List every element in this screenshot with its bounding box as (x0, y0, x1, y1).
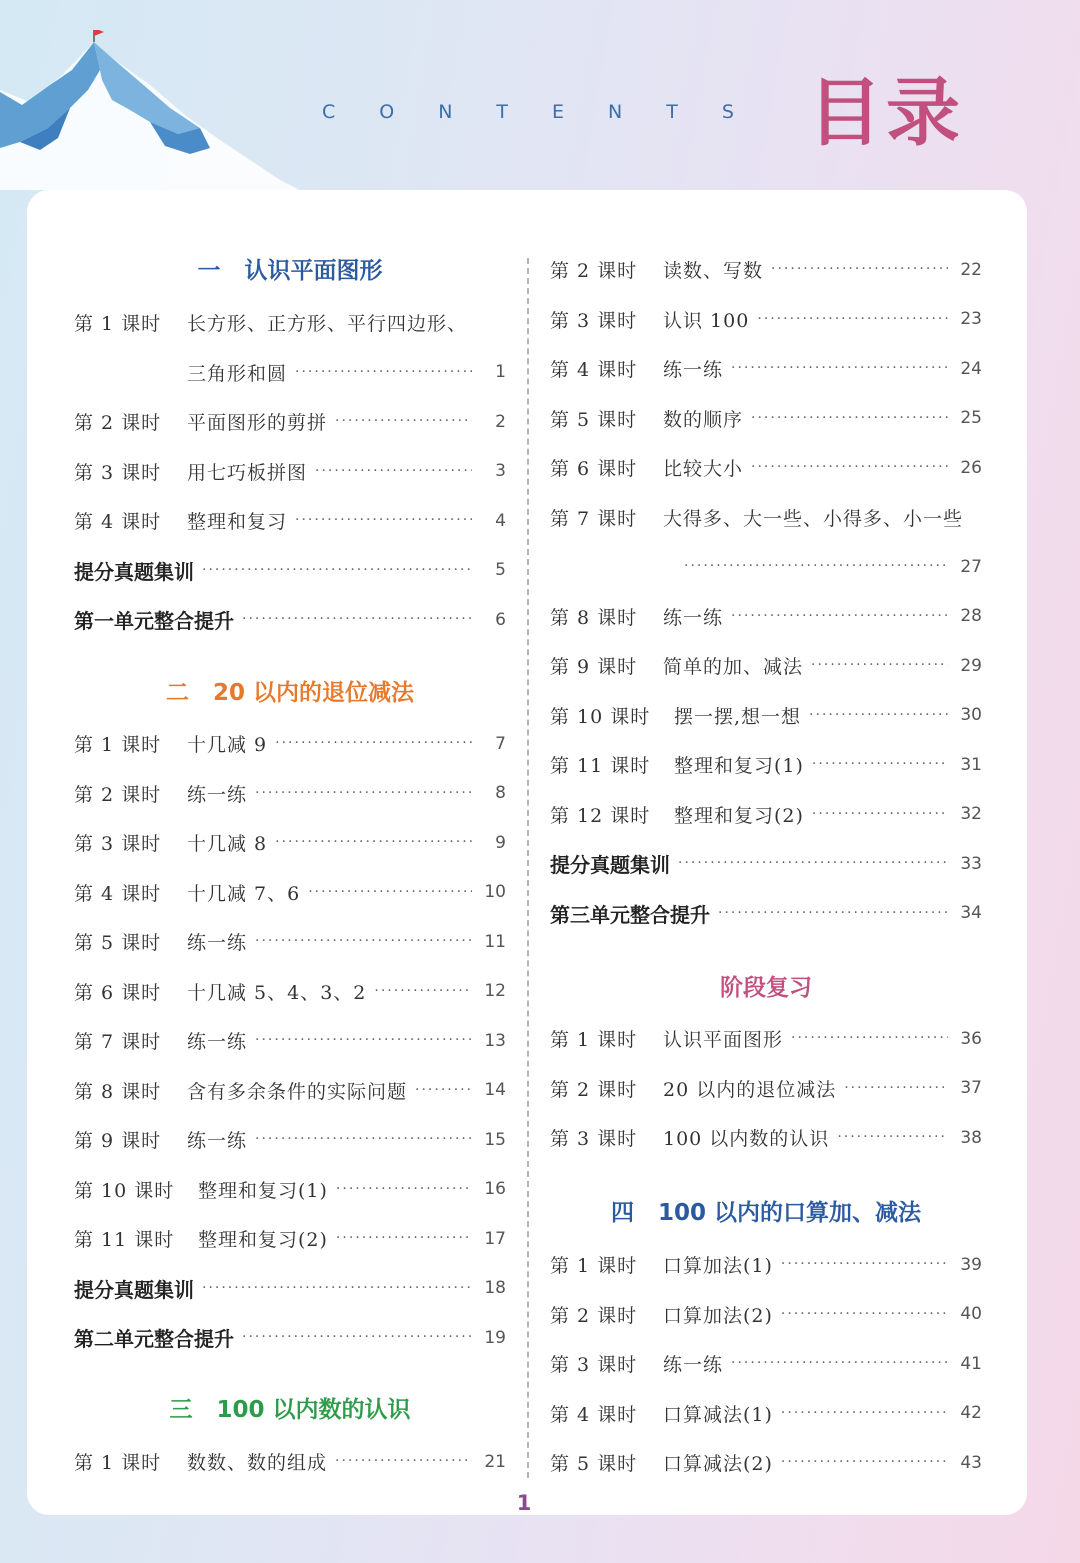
entry-lesson: 第 11 课时 (550, 755, 651, 777)
toc-entry (74, 868, 506, 917)
entry-lesson: 第 8 课时 (550, 606, 638, 629)
toc-entry (74, 769, 506, 818)
entry-page-number: 10 (484, 882, 506, 902)
entry-lesson: 第一单元整合提升 (74, 609, 234, 633)
entry-page-number: 28 (960, 606, 982, 626)
entry-page-number: 5 (495, 560, 506, 580)
dot-leader (335, 1437, 472, 1486)
dot-leader (295, 496, 472, 545)
entry-topic: 100 以内数的认识 (663, 1128, 830, 1150)
entry-lesson: 第 8 课时 (74, 1080, 162, 1103)
entry-topic: 摆一摆,想一想 (674, 705, 802, 728)
entry-topic: 整理和复习(2) (674, 804, 804, 827)
entry-page-number: 11 (484, 931, 506, 952)
toc-entry (74, 1016, 506, 1065)
entry-lesson: 第 4 课时 (74, 882, 162, 905)
dot-leader (731, 1339, 948, 1388)
entry-page-number: 25 (960, 408, 982, 428)
entry-topic: 认识平面图形 (663, 1029, 784, 1051)
entry-topic: 口算加法(1) (663, 1255, 773, 1277)
page-title: 目录 (808, 70, 964, 156)
entry-page-number: 26 (960, 457, 982, 478)
dot-leader (275, 818, 472, 867)
entry-page-number: 4 (495, 510, 506, 531)
entry-page-number: 1 (495, 362, 506, 382)
toc-entry (74, 719, 506, 768)
mountain-illustration (0, 30, 300, 190)
dot-leader (731, 344, 948, 393)
entry-page-number: 19 (484, 1327, 506, 1348)
flag-icon (94, 30, 104, 36)
toc-entry (550, 295, 982, 344)
toc-entry (74, 595, 506, 644)
dot-leader (315, 447, 472, 496)
entry-page-number: 18 (484, 1278, 506, 1298)
entry-topic: 用七巧板拼图 (187, 461, 308, 484)
toc-entry (550, 1290, 982, 1339)
entry-topic: 练一练 (663, 359, 724, 381)
entry-page-number: 27 (960, 556, 982, 577)
dot-leader (336, 1165, 472, 1214)
entry-lesson: 第 7 课时 (550, 507, 638, 530)
entry-lesson: 第 3 课时 (74, 461, 162, 484)
toc-entry (550, 493, 982, 542)
entry-lesson: 第 4 课时 (550, 1403, 638, 1426)
entry-lesson: 第 4 课时 (74, 511, 162, 533)
dot-leader (295, 348, 472, 397)
dot-leader (781, 1389, 948, 1438)
entry-topic: 练一练 (663, 606, 724, 629)
toc-entry (74, 397, 506, 446)
toc-entry (550, 839, 982, 888)
dot-leader (812, 740, 948, 789)
dot-leader (781, 1290, 948, 1339)
entry-topic: 十几减 8 (187, 833, 268, 855)
entry-page-number: 12 (484, 981, 506, 1001)
entry-page-number: 40 (960, 1304, 982, 1324)
entry-page-number: 31 (960, 754, 982, 775)
toc-entry (550, 1064, 982, 1113)
entry-page-number: 37 (960, 1078, 982, 1098)
toc-entry (74, 917, 506, 966)
entry-lesson: 第 9 课时 (74, 1130, 162, 1152)
entry-lesson: 第 1 课时 (550, 1029, 638, 1051)
entry-topic: 练一练 (187, 1130, 248, 1152)
entry-page-number: 38 (960, 1127, 982, 1148)
entry-lesson: 第 2 课时 (550, 1304, 638, 1327)
toc-entry (550, 1014, 982, 1063)
dot-leader (255, 769, 472, 818)
entry-lesson: 第三单元整合提升 (550, 902, 710, 927)
toc-entry (74, 1264, 506, 1313)
entry-page-number: 9 (495, 832, 506, 853)
entry-page-number: 24 (960, 358, 982, 379)
entry-lesson: 提分真题集训 (74, 559, 194, 584)
toc-entry (550, 790, 982, 839)
toc-entry (74, 546, 506, 595)
entry-topic: 练一练 (187, 1031, 248, 1053)
entry-lesson: 第 10 课时 (550, 705, 651, 728)
dot-leader (336, 1214, 472, 1263)
section-heading-unit3: 三 100 以内数的认识 (169, 1397, 411, 1423)
dot-leader (255, 1115, 472, 1164)
entry-page-number: 13 (484, 1030, 506, 1051)
dot-leader (415, 1066, 472, 1115)
toc-entry (550, 740, 982, 789)
toc-entry (550, 443, 982, 492)
toc-entry (550, 592, 982, 641)
entry-page-number: 39 (960, 1254, 982, 1275)
dot-leader (275, 719, 472, 768)
entry-lesson: 提分真题集训 (550, 853, 670, 877)
entry-page-number: 41 (960, 1353, 982, 1374)
toc-entry (550, 1113, 982, 1162)
dot-leader (718, 889, 948, 938)
entry-topic: 十几减 5、4、3、2 (187, 981, 367, 1004)
entry-topic: 读数、写数 (663, 260, 764, 282)
toc-entry (74, 967, 506, 1016)
toc-entry (74, 447, 506, 496)
entry-lesson: 第 1 课时 (550, 1255, 638, 1277)
entry-lesson: 第 1 课时 (74, 1452, 162, 1474)
column-divider (527, 258, 529, 1478)
dot-leader (335, 397, 472, 446)
entry-topic: 三角形和圆 (187, 362, 288, 385)
dot-leader (255, 1016, 472, 1065)
contents-label: CONTENTS (322, 101, 778, 123)
entry-topic: 十几减 9 (187, 734, 268, 756)
entry-topic: 大得多、大一些、小得多、小一些 (663, 507, 964, 530)
toc-entry (550, 542, 982, 591)
entry-page-number: 29 (960, 655, 982, 676)
toc-entry (550, 1389, 982, 1438)
entry-topic: 整理和复习(2) (198, 1229, 328, 1251)
toc-entry (74, 1437, 506, 1486)
entry-lesson: 第 6 课时 (74, 981, 162, 1004)
entry-lesson: 第 2 课时 (550, 1078, 638, 1101)
entry-lesson: 第 2 课时 (550, 260, 638, 282)
entry-lesson: 第二单元整合提升 (74, 1327, 234, 1351)
dot-leader (757, 295, 948, 344)
section-heading-unit4: 四 100 以内的口算加、减法 (610, 1200, 922, 1226)
entry-topic: 认识 100 (663, 309, 750, 332)
entry-topic: 20 以内的退位减法 (663, 1078, 837, 1101)
dot-leader (255, 917, 472, 966)
toc-entry (74, 348, 506, 397)
dot-leader (731, 592, 948, 641)
dot-leader (811, 641, 948, 690)
entry-page-number: 23 (960, 309, 982, 329)
entry-page-number: 22 (960, 259, 982, 280)
entry-lesson: 第 7 课时 (74, 1031, 162, 1053)
entry-lesson: 第 9 课时 (550, 656, 638, 678)
dot-leader (374, 967, 472, 1016)
toc-entry (550, 344, 982, 393)
entry-topic: 整理和复习 (187, 511, 288, 533)
toc-entry (74, 1165, 506, 1214)
entry-topic: 平面图形的剪拼 (187, 412, 328, 434)
toc-entry (550, 691, 982, 740)
entry-page-number: 43 (960, 1452, 982, 1473)
entry-lesson: 第 1 课时 (74, 734, 162, 756)
toc-entry (74, 298, 506, 347)
dot-leader (751, 394, 948, 443)
entry-topic: 十几减 7、6 (187, 882, 301, 905)
toc-entry (550, 1339, 982, 1388)
entry-topic: 比较大小 (663, 458, 744, 480)
page-number: 1 (516, 1491, 532, 1515)
toc-entry (550, 245, 982, 294)
dot-leader (771, 245, 948, 294)
entry-lesson: 第 12 课时 (550, 804, 651, 827)
entry-page-number: 7 (495, 733, 506, 754)
dot-leader (202, 1264, 472, 1313)
entry-topic: 整理和复习(1) (198, 1179, 328, 1202)
entry-lesson: 第 3 课时 (74, 833, 162, 855)
entry-lesson: 第 5 课时 (74, 932, 162, 954)
section-heading-unit2: 二 20 以内的退位减法 (165, 680, 415, 706)
entry-topic: 练一练 (187, 783, 248, 806)
section-heading-review: 阶段复习 (720, 975, 812, 1001)
entry-lesson: 第 2 课时 (74, 783, 162, 806)
dot-leader (684, 542, 948, 591)
entry-page-number: 17 (484, 1228, 506, 1249)
entry-topic: 含有多余条件的实际问题 (187, 1080, 408, 1103)
section-heading-unit1: 一 认识平面图形 (197, 258, 383, 284)
dot-leader (678, 839, 948, 888)
toc-entry (74, 1066, 506, 1115)
dot-leader (812, 790, 948, 839)
dot-leader (837, 1113, 948, 1162)
dot-leader (809, 691, 948, 740)
entry-page-number: 34 (960, 903, 982, 923)
toc-entry (550, 1240, 982, 1289)
dot-leader (844, 1064, 948, 1113)
entry-page-number: 6 (495, 609, 506, 630)
toc-entry (550, 889, 982, 938)
entry-topic: 口算减法(1) (663, 1403, 773, 1426)
dot-leader (308, 868, 472, 917)
toc-entry (550, 1438, 982, 1487)
entry-topic: 数数、数的组成 (187, 1452, 328, 1474)
entry-topic: 数的顺序 (663, 408, 744, 431)
entry-page-number: 3 (495, 461, 506, 481)
entry-lesson: 第 3 课时 (550, 309, 638, 332)
entry-lesson: 提分真题集训 (74, 1277, 194, 1302)
entry-topic: 长方形、正方形、平行四边形、 (187, 313, 468, 335)
entry-page-number: 32 (960, 804, 982, 824)
entry-lesson: 第 11 课时 (74, 1229, 175, 1251)
entry-page-number: 42 (960, 1403, 982, 1423)
entry-lesson: 第 4 课时 (550, 359, 638, 381)
entry-page-number: 33 (960, 853, 982, 874)
dot-leader (781, 1438, 948, 1487)
toc-entry (74, 1313, 506, 1362)
entry-topic: 简单的加、减法 (663, 656, 804, 678)
entry-topic: 整理和复习(1) (674, 755, 804, 777)
entry-lesson: 第 3 课时 (550, 1354, 638, 1376)
dot-leader (781, 1240, 948, 1289)
entry-page-number: 15 (484, 1129, 506, 1150)
toc-entry (74, 496, 506, 545)
entry-page-number: 30 (960, 705, 982, 725)
entry-page-number: 21 (484, 1451, 506, 1472)
toc-entry (74, 818, 506, 867)
entry-lesson: 第 6 课时 (550, 458, 638, 480)
entry-topic: 练一练 (663, 1354, 724, 1376)
dot-leader (242, 595, 472, 644)
dot-leader (202, 546, 472, 595)
toc-entry (74, 1115, 506, 1164)
toc-entry (550, 641, 982, 690)
entry-lesson: 第 3 课时 (550, 1128, 638, 1150)
entry-lesson: 第 2 课时 (74, 412, 162, 434)
entry-lesson: 第 10 课时 (74, 1179, 175, 1202)
dot-leader (751, 443, 948, 492)
entry-page-number: 8 (495, 783, 506, 803)
entry-topic: 口算加法(2) (663, 1304, 773, 1327)
entry-lesson: 第 5 课时 (550, 1453, 638, 1475)
entry-topic: 口算减法(2) (663, 1453, 773, 1475)
entry-page-number: 14 (484, 1080, 506, 1100)
entry-page-number: 36 (960, 1028, 982, 1049)
entry-lesson: 第 5 课时 (550, 408, 638, 431)
entry-lesson: 第 1 课时 (74, 313, 162, 335)
entry-topic: 练一练 (187, 932, 248, 954)
entry-page-number: 2 (495, 411, 506, 432)
toc-entry (74, 1214, 506, 1263)
dot-leader (791, 1014, 948, 1063)
toc-entry (550, 394, 982, 443)
entry-page-number: 16 (484, 1179, 506, 1199)
dot-leader (242, 1313, 472, 1362)
